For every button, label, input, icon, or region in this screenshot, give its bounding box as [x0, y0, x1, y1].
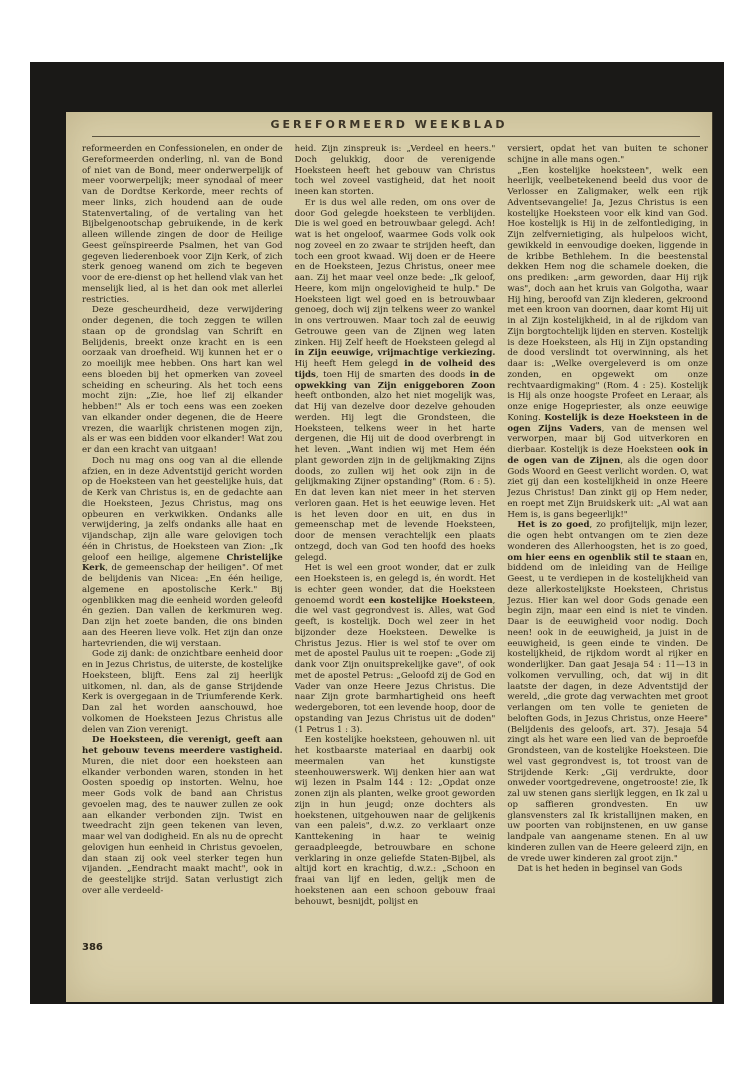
paragraph: versiert, opdat het van buiten te schoner schijne in alle mans ogen." — [507, 144, 709, 165]
paragraph: Deze gescheurdheid, deze verwijdering onder degenen, die toch zeggen te willen staan op de grondslag van Schrift en Belijdenis, breekt onze kracht en is een oorzaak van droefheid. Wij kunnen het er o zo moeilijk mee hebben. Ons hart kan wel eens bloeden bij het opmerken van zoveel scheiding en scheuring. Als het toch eens mocht zijn: „Zie, hoe lief zij elkander hebben!" Als er toch eens was een zoeken van elkander onder degenen, die de Heere vrezen, die waarlijk christenen mogen zijn, als er was een bidden voor elkander! Wat zou er dan een kracht van uitgaan! — [82, 305, 283, 455]
paragraph: Er is dus wel alle reden, om ons over de door God gelegde hoeksteen te verblijden. Die is wel goed en betrouwbaar gelegd. Ach! wat is het ongeloof, waarmee Gods volk ook nog zoveel en zo zwaar te strijden heeft, dan toch een groot kwaad. Wij doen er de Heere en de Hoeksteen, Jezus Christus, oneer mee aan. Zij het maar veel onze bede: „Ik geloof, Heere, kom mijn ongelovigheid te hulp." De Hoeksteen ligt wel goed en is betrouwbaar genoeg, doch wij zijn telkens weer zo wankel in ons vertrouwen. Maar toch zal de eeuwig Getrouwe geen van de Zijnen weg laten zinken. Hij Zelf heeft de Hoeksteen gelegd al in Zijn eeuwige, vrijmachtige verkiezing. Hij heeft Hem gelegd in de volheid des tijds, toen Hij de smarten des doods in de opwekking van Zijn eniggeboren Zoon heeft ontbonden, alzo het niet mogelijk was, dat Hij van dezelve door dezelve gehouden werden. Hij legt die Grondsteen, die Hoeksteen, telkens weer in het harte dergenen, die Hij uit de dood overbrengt in het leven. „Want indien wij met Hem één plant geworden zijn in de gelijkmaking Zijns doods, zo zullen wij het ook zijn in de gelijkmaking Zijner opstanding" (Rom. 6 : 5). En dat leven kan niet meer in het sterven verloren gaan. Het is het eeuwige leven. Het is het leven door en uit, en dus in gemeenschap met de levende Hoeksteen, door de mensen verachtelijk een plaats ontzegd, doch van God ten hoofd des hoeks gelegd. — [294, 197, 496, 563]
header-rule — [92, 136, 700, 137]
paragraph: Doch nu mag ons oog van al die ellende afzien, en in deze Adventstijd gericht worden op de Hoeksteen van het geestelijke huis, dat de Kerk van Christus is, en de gedachte aan die Hoeksteen, Jezus Christus, mag ons opbeuren en verkwikken. Ondanks alle verwijdering, ja zelfs ondanks alle haat en vijandschap, zijn alle ware gelovigen toch één in Christus, de Hoeksteen van Zion: „Ik geloof een heilige, algemene Christelijke Kerk, de gemeenschap der heiligen". Of met de belijdenis van Nicea: „En één heilige, algemene en apostolische Kerk." Bij ogenblikken mag die eenheid worden geleofd én gezien. Dan vallen de kerkmuren weg. Dan zijn het zoete banden, die ons binden aan des Heeren lieve volk. Het zijn dan onze hartevrienden, die wij verstaan. — [82, 455, 283, 649]
running-header: GEREFORMEERD WEEKBLAD — [270, 118, 508, 131]
paragraph: Gode zij dank: de onzichtbare eenheid door en in Jezus Christus, de uiterste, de kostelijke Hoeksteen, blijft. Eens zal zij heerlijk uitkomen, nl. dan, als de ganse Strijdende Kerk is overgegaan in de Triumferende Kerk. Dan zal het worden aanschouwd, hoe volkomen de Hoeksteen Jezus Christus alle delen van Zion verenigt. — [82, 649, 283, 735]
paragraph: Het is wel een groot wonder, dat er zulk een Hoeksteen is, en gelegd is, én wordt. Het is echter geen wonder, dat die Hoeksteen genoemd wordt een kostelijke Hoeksteen, die wel vast gegrondvest is. Alles, wat God geeft, is kostelijk. Doch wel zeer in het bijzonder deze Hoeksteen. Dewelke is Christus Jezus. Hier is wel stof te over om met de apostel Paulus uit te roepen: „Gode zij dank voor Zijn onuitsprekelijke gave", of ook met de apostel Petrus: „Geloofd zij de God en Vader van onze Heere Jezus Christus. Die naar Zijn grote barmhartigheid ons heeft wedergeboren, tot een levende hoop, door de opstanding van Jezus Christus uit de doden" (1 Petrus 1 : 3). — [294, 563, 496, 735]
text-column-middle — [295, 144, 496, 936]
paragraph: reformeerden en Confessionelen, en onder de Gereformeerden onderling, nl. van de Bond of niet van de Bond, meer onderwerpelijk of meer voorwerpelijk; meer synodaal of meer van de Dordtse Kerkorde, meer rechts of meer links, zich houdend aan de oude Statenvertaling, of de vertaling van het Bijbelgenootschap gebruikende, in de kerk alleen willende zingen de door de Heilige Geest geïnspireerde Psalmen, het van God gegeven liederenboek voor Zijn Kerk, of zich sterk genoeg wanend om zich te begeven voor de ere-dienst op het hellend vlak van het menselijk lied, al is het dan ook met allerlei restricties. — [82, 144, 283, 305]
paragraph: Dat is het heden in beginsel van Gods — [517, 864, 683, 875]
paragraph: heid. Zijn zinspreuk is: „Verdeel en heers." Doch gelukkig, door de verenigende Hoeksteen heeft het gebouw van Christus toch wel zoveel vastigheid, dat het nooit ineen kan storten. — [294, 144, 496, 197]
paragraph: „Een kostelijke hoeksteen", welk een heerlijk, veelbetekenend beeld dus voor de Verlosser en Zaligmaker, welk een rijk Adventsevangelie! Ja, Jezus Christus is een kostelijke Hoeksteen voor elk kind van God. Hoe kostelijk is Hij in de zelfontlediging, in Zijn zelfvernietiging, als hulpeloos wicht, gewikkeld in eenvoudige doeken, liggende in de kribbe Bethlehem. In die beestenstal dekken Hem nog die schamele doeken, die ons prediken: „arm geworden, daar Hij rijk was", doch aan het kruis van Golgotha, waar Hij hing, beroofd van Zijn klederen, gekroond met een kroon van doornen, daar komt Hij uit in al Zijn kostelijkheid, in al de rijkdom van Zijn borgtochtelijk lijden en sterven. Kostelijk is deze Hoeksteen, als Hij in Zijn opstanding de dood verslindt tot overwinning, als het daar is: „Welke overgeleverd is om onze zonden, en opgewekt om onze rechtvaardigmaking" (Rom. 4 : 25). Kostelijk is Hij als onze hoogste Profeet en Leraar, als onze enige Hogepriester, als onze eeuwige Koning. Kostelijk is deze Hoeksteen in de ogen Zijns Vaders, van de mensen wel verworpen, maar bij God uitverkoren en dierbaar. Kostelijk is deze Hoeksteen ook in de ogen van de Zijnen, als die ogen door Gods Woord en Geest verlicht worden. O, wat ziet gij dan een kostelijkheid in onze Heere Jezus Christus! Dan zinkt gij op Hem neder, en roept met Zijn Bruidskerk uit: „Al wat aan Hem is, is gans begeerlijk!" — [507, 165, 709, 520]
magazine-page — [66, 112, 712, 1002]
text-columns — [82, 144, 708, 936]
paragraph: De Hoeksteen, die verenigt, geeft aan het gebouw tevens meerdere vastigheid. Muren, die niet door een hoeksteen aan elkander verbonden waren, stonden in het Oosten spoedig op instorten. Welnu, hoe meer Gods volk de band aan Christus gevoelen mag, des te nauwer zullen ze ook aan elkander verbonden zijn. Twist en tweedracht zijn geen tekenen van leven, maar wel van dodigheid. En als nu de oprecht gelovigen hun eenheid in Christus gevoelen, dan staan zij ook veel sterker tegen hun vijanden. „Eendracht maakt macht", ook in de geestelijke strijd. Satan verlustigt zich over alle verdeeld- — [82, 735, 283, 896]
text-column-left — [82, 144, 283, 936]
page-number: 386 — [82, 942, 103, 953]
paragraph: Een kostelijke hoeksteen, gehouwen nl. uit het kostbaarste materiaal en daarbij ook meermalen van het kunstigste steenhouwerswerk. Wij denken hier aan wat wij lezen in Psalm 144 : 12: „Opdat onze zonen zijn als planten, welke groot geworden zijn in hun jeugd; onze dochters als hoekstenen, uitgehouwen naar de gelijkenis van een paleis", d.w.z. zo verklaart onze Kanttekening in haar te weinig geraadpleegde, betrouwbare en schone verklaring in onze geliefde Staten-Bijbel, als altijd kort en krachtig, d.w.z.: „Schoon en fraai van lijf en leden, gelijk men de hoekstenen aan een schoon gebouw fraai behouwt, besnijdt, polijst en — [294, 735, 496, 907]
paragraph: Het is zo goed, zo profijtelijk, mijn lezer, die ogen hebt ontvangen om te zien deze wonderen des Allerhoogsten, het is zo goed, om hier eens en ogenblik stil te staan en, biddend om de inleiding van de Heilige Geest, u te verdiepen in de kostelijkheid van deze allerkostelijkste Hoeksteen, Christus Jezus. Hier kan wel door Gods genade een begin zijn, maar een eind is niet te vinden. Daar is de eeuwigheid voor nodig. Doch neen! ook in de eeuwigheid, ja juist in de eeuwigheid, is geen einde te vinden. De kostelijkheid, de rijkdom wordt al rijker en wonderlijker. Dan gaat Jesaja 54 : 11—13 in volkomen vervulling, och, dat wij in dit laatste der dagen, in deze Adventstijd der wereld, „die grote dag verwachten met groot verlangen om ten volle te genieten de beloften Gods, in Jezus Christus, onze Heere" (Belijdenis des geloofs, art. 37). Jesaja 54 zingt als het ware een lied van de beproefde Grondsteen, van de kostelijke Hoeksteen. Die wel vast gegrondvest is, tot troost van de Strijdende Kerk: „Gij verdrukte, door onweder voortgedrevene, ongetrooste! zie, Ik zal uw stenen gans sierlijk leggen, en Ik zal u op saffieren grondvesten. En uw glansvensters zal Ik kristallijnen maken, en uw poorten van robijnstenen, en uw ganse landpale van aangename stenen. En al uw kinderen zullen van de Heere geleerd zijn, en de vrede uwer kinderen zal groot zijn." — [507, 520, 709, 864]
text-column-right — [507, 144, 708, 936]
